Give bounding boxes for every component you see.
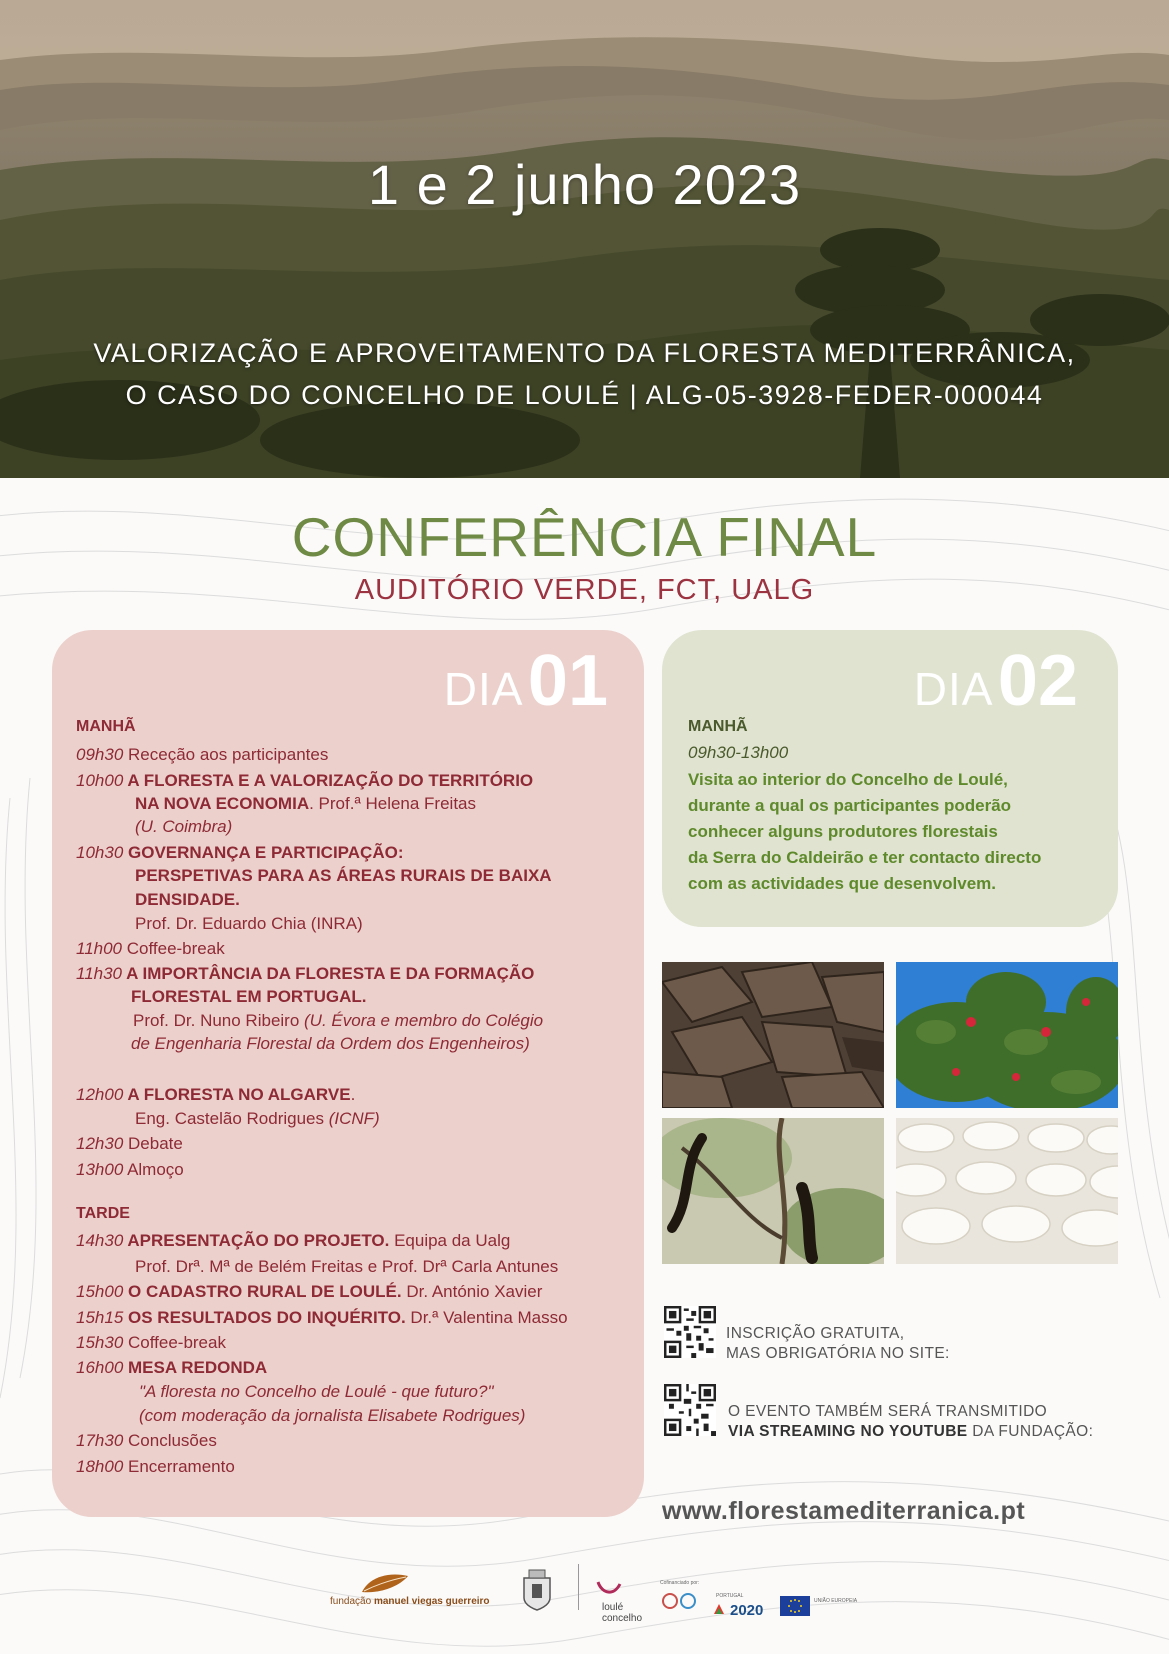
event-date: 1 e 2 junho 2023: [367, 153, 802, 216]
fmvg-leaf-icon: [360, 1572, 410, 1594]
day1-number: 01: [527, 641, 608, 721]
loule-concelho-logo-text: loulé concelho: [602, 1602, 643, 1624]
day1-item-1800: 18h00 Encerramento: [76, 1457, 235, 1476]
day1-item-1600: 16h00 MESA REDONDA: [76, 1358, 268, 1377]
day2-desc-line5: com as actividades que desenvolvem.: [688, 874, 997, 893]
day1-item-1000-line2: NA NOVA ECONOMIA. Prof.ª Helena Freitas: [135, 794, 477, 813]
conference-venue: AUDITÓRIO VERDE, FCT, UALG: [354, 574, 815, 606]
day1-item-1600-topic: "A floresta no Concelho de Loulé - que futuro?": [139, 1382, 494, 1401]
day1-item-1430-speakers: Prof. Drª. Mª de Belém Freitas e Prof. Drª Carla Antunes: [135, 1257, 559, 1276]
day1-item-1130-speaker: Prof. Dr. Nuno Ribeiro (U. Évora e membro do Colégio: [133, 1011, 544, 1030]
website-link[interactable]: www.florestamediterranica.pt: [662, 1497, 1026, 1525]
project-title-line1: VALORIZAÇÃO E APROVEITAMENTO DA FLORESTA MEDITERRÂNICA,: [93, 338, 1076, 368]
day1-item-1600-moderator: (com moderação da jornalista Elisabete Rodrigues): [139, 1406, 526, 1425]
registration-qr-icon[interactable]: [664, 1306, 716, 1358]
day1-item-1530: 15h30 Coffee-break: [76, 1333, 226, 1352]
day2-desc-line2: durante a qual os participantes poderão: [688, 796, 1012, 815]
algarve-logo-icon: [660, 1590, 700, 1612]
day1-item-1230: 12h30 Debate: [76, 1134, 183, 1153]
day2-morning-label: MANHÃ: [688, 718, 748, 735]
hero-banner: [0, 0, 1169, 478]
fmvg-logo-text: fundação manuel viegas guerreiro: [330, 1596, 490, 1607]
project-title-line2: O CASO DO CONCELHO DE LOULÉ | ALG-05-3928-FEDER-000044: [125, 380, 1044, 410]
conference-title: CONFERÊNCIA FINAL: [291, 506, 878, 568]
day1-item-1515: 15h15 OS RESULTADOS DO INQUÉRITO. Dr.ª Valentina Masso: [76, 1308, 568, 1327]
day1-item-1130-affiliation: de Engenharia Florestal da Ordem dos Engenheiros): [131, 1034, 530, 1053]
day2-desc-line4: da Serra do Caldeirão e ter contacto directo: [688, 848, 1042, 867]
day1-item-1030-speaker: Prof. Dr. Eduardo Chia (INRA): [135, 914, 363, 933]
day1-morning-label: MANHÃ: [76, 718, 136, 735]
day1-item-1200-speaker: Eng. Castelão Rodrigues (ICNF): [135, 1109, 380, 1128]
eu-label: UNIÃO EUROPEIA: [814, 1598, 858, 1604]
day2-number: 02: [997, 641, 1078, 721]
day2-desc-line3: conhecer alguns produtores florestais: [688, 822, 998, 841]
day1-card: [52, 630, 644, 1517]
logo-divider: [578, 1564, 579, 1610]
day1-item-1130: 11h30 A IMPORTÂNCIA DA FLORESTA E DA FORMAÇÃO: [76, 964, 535, 983]
day2-label: [914, 640, 1078, 722]
day1-afternoon-label: TARDE: [76, 1205, 130, 1222]
eu-flag-icon: [780, 1596, 810, 1616]
portugal2020-logo: 2020: [730, 1602, 764, 1619]
day1-item-1300: 13h00 Almoço: [76, 1160, 184, 1179]
day1-label: [444, 640, 608, 722]
day2-card: [662, 630, 1118, 927]
portugal2020-small-label: PORTUGAL: [716, 1593, 744, 1599]
day1-word: DIA: [443, 663, 524, 715]
day2-time: 09h30-13h00: [688, 743, 789, 762]
sponsor-logos: [0, 1560, 1169, 1640]
day1-item-1200: 12h00 A FLORESTA NO ALGARVE.: [76, 1085, 356, 1104]
streaming-text-line1: O EVENTO TAMBÉM SERÁ TRANSMITIDO: [728, 1403, 1048, 1420]
registration-text-line1: INSCRIÇÃO GRATUITA,: [726, 1325, 905, 1342]
day1-item-1100: 11h00 Coffee-break: [76, 939, 225, 958]
day1-item-1030-line2: PERSPETIVAS PARA AS ÁREAS RURAIS DE BAIXA: [135, 866, 552, 885]
streaming-text-line2: VIA STREAMING NO YOUTUBE DA FUNDAÇÃO:: [728, 1423, 1094, 1440]
day2-word: DIA: [913, 663, 994, 715]
day2-desc-line1: Visita ao interior do Concelho de Loulé,: [688, 770, 1008, 789]
day1-item-1430: 14h30 APRESENTAÇÃO DO PROJETO. Equipa da Ualg: [76, 1231, 511, 1250]
streaming-qr-icon[interactable]: [664, 1384, 716, 1436]
loule-coat-of-arms-icon: [520, 1568, 554, 1612]
day1-item-1000: 10h00 A FLORESTA E A VALORIZAÇÃO DO TERRITÓRIO: [76, 771, 534, 790]
day1-item-0930: 09h30 Receção aos participantes: [76, 745, 329, 764]
loule-swoosh-icon: [596, 1578, 622, 1596]
photo-cheeses: [896, 1118, 1118, 1264]
day1-item-1130-line2: FLORESTAL EM PORTUGAL.: [131, 987, 367, 1006]
day1-item-1730: 17h30 Conclusões: [76, 1431, 217, 1450]
cofinanced-label: Cofinanciado por:: [660, 1580, 700, 1586]
registration-text-line2: MAS OBRIGATÓRIA NO SITE:: [726, 1345, 950, 1362]
day1-item-1000-affiliation: (U. Coimbra): [135, 817, 233, 836]
portugal2020-icon: [712, 1602, 726, 1616]
photo-cork-bark: [662, 962, 884, 1108]
day1-item-1030-line3: DENSIDADE.: [135, 890, 240, 909]
photo-strawberry-tree: [896, 962, 1118, 1108]
photo-carob-pods: [662, 1118, 884, 1264]
day1-item-1500: 15h00 O CADASTRO RURAL DE LOULÉ. Dr. António Xavier: [76, 1282, 543, 1301]
day1-item-1030: 10h30 GOVERNANÇA E PARTICIPAÇÃO:: [76, 843, 404, 862]
